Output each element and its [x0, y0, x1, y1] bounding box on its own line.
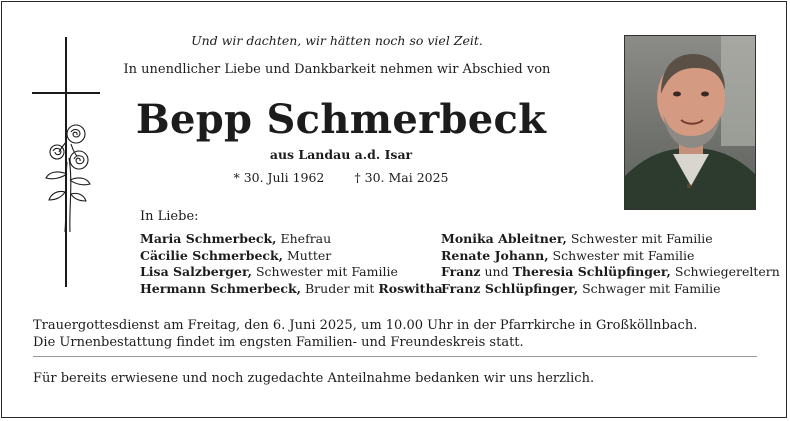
- mourner-row: Monika Ableitner, Schwester mit Familie: [441, 231, 713, 246]
- thanks-text: Für bereits erwiesene und noch zugedachte Anteilnahme bedanken wir uns herzlich.: [33, 371, 595, 386]
- mourner-row: Hermann Schmerbeck, Bruder mit Roswitha: [140, 280, 443, 296]
- mourners-left: [140, 231, 443, 297]
- intro-quote: Und wir dachten, wir hätten noch so viel Zeit.: [191, 33, 483, 48]
- mourner-row: Maria Schmerbeck, Ehefrau: [140, 231, 332, 246]
- mourners-heading: In Liebe:: [140, 209, 199, 224]
- portrait-photo: [624, 35, 756, 210]
- mourner-row: Renate Johann, Schwester mit Familie: [441, 247, 695, 263]
- mourner-row: Franz und Theresia Schlüpfinger, Schwiegereltern: [441, 264, 780, 279]
- burial-line: Die Urnenbestattung findet im engsten Familien- und Freundeskreis statt.: [33, 334, 524, 350]
- intro-text: In unendlicher Liebe und Dankbarkeit nehmen wir Abschied von: [123, 62, 551, 77]
- deceased-name: Bepp Schmerbeck: [135, 96, 547, 143]
- cross-bar: [32, 92, 100, 94]
- birth-date: * 30. Juli 1962: [233, 170, 325, 185]
- divider: [33, 356, 757, 357]
- mourner-row: Franz Schlüpfinger, Schwager mit Familie: [441, 280, 721, 296]
- service-info: [33, 318, 697, 351]
- origin: aus Landau a.d. Isar: [269, 147, 413, 162]
- service-line: Trauergottesdienst am Freitag, den 6. Juni 2025, um 10.00 Uhr in der Pfarrkirche in Großköllnbach.: [33, 318, 698, 333]
- death-date: † 30. Mai 2025: [354, 170, 449, 185]
- portrait-image: [625, 36, 756, 210]
- mourner-row: Lisa Salzberger, Schwester mit Familie: [140, 264, 398, 279]
- mourners-right: [441, 231, 780, 297]
- mourner-row: Cäcilie Schmerbeck, Mutter: [140, 247, 332, 263]
